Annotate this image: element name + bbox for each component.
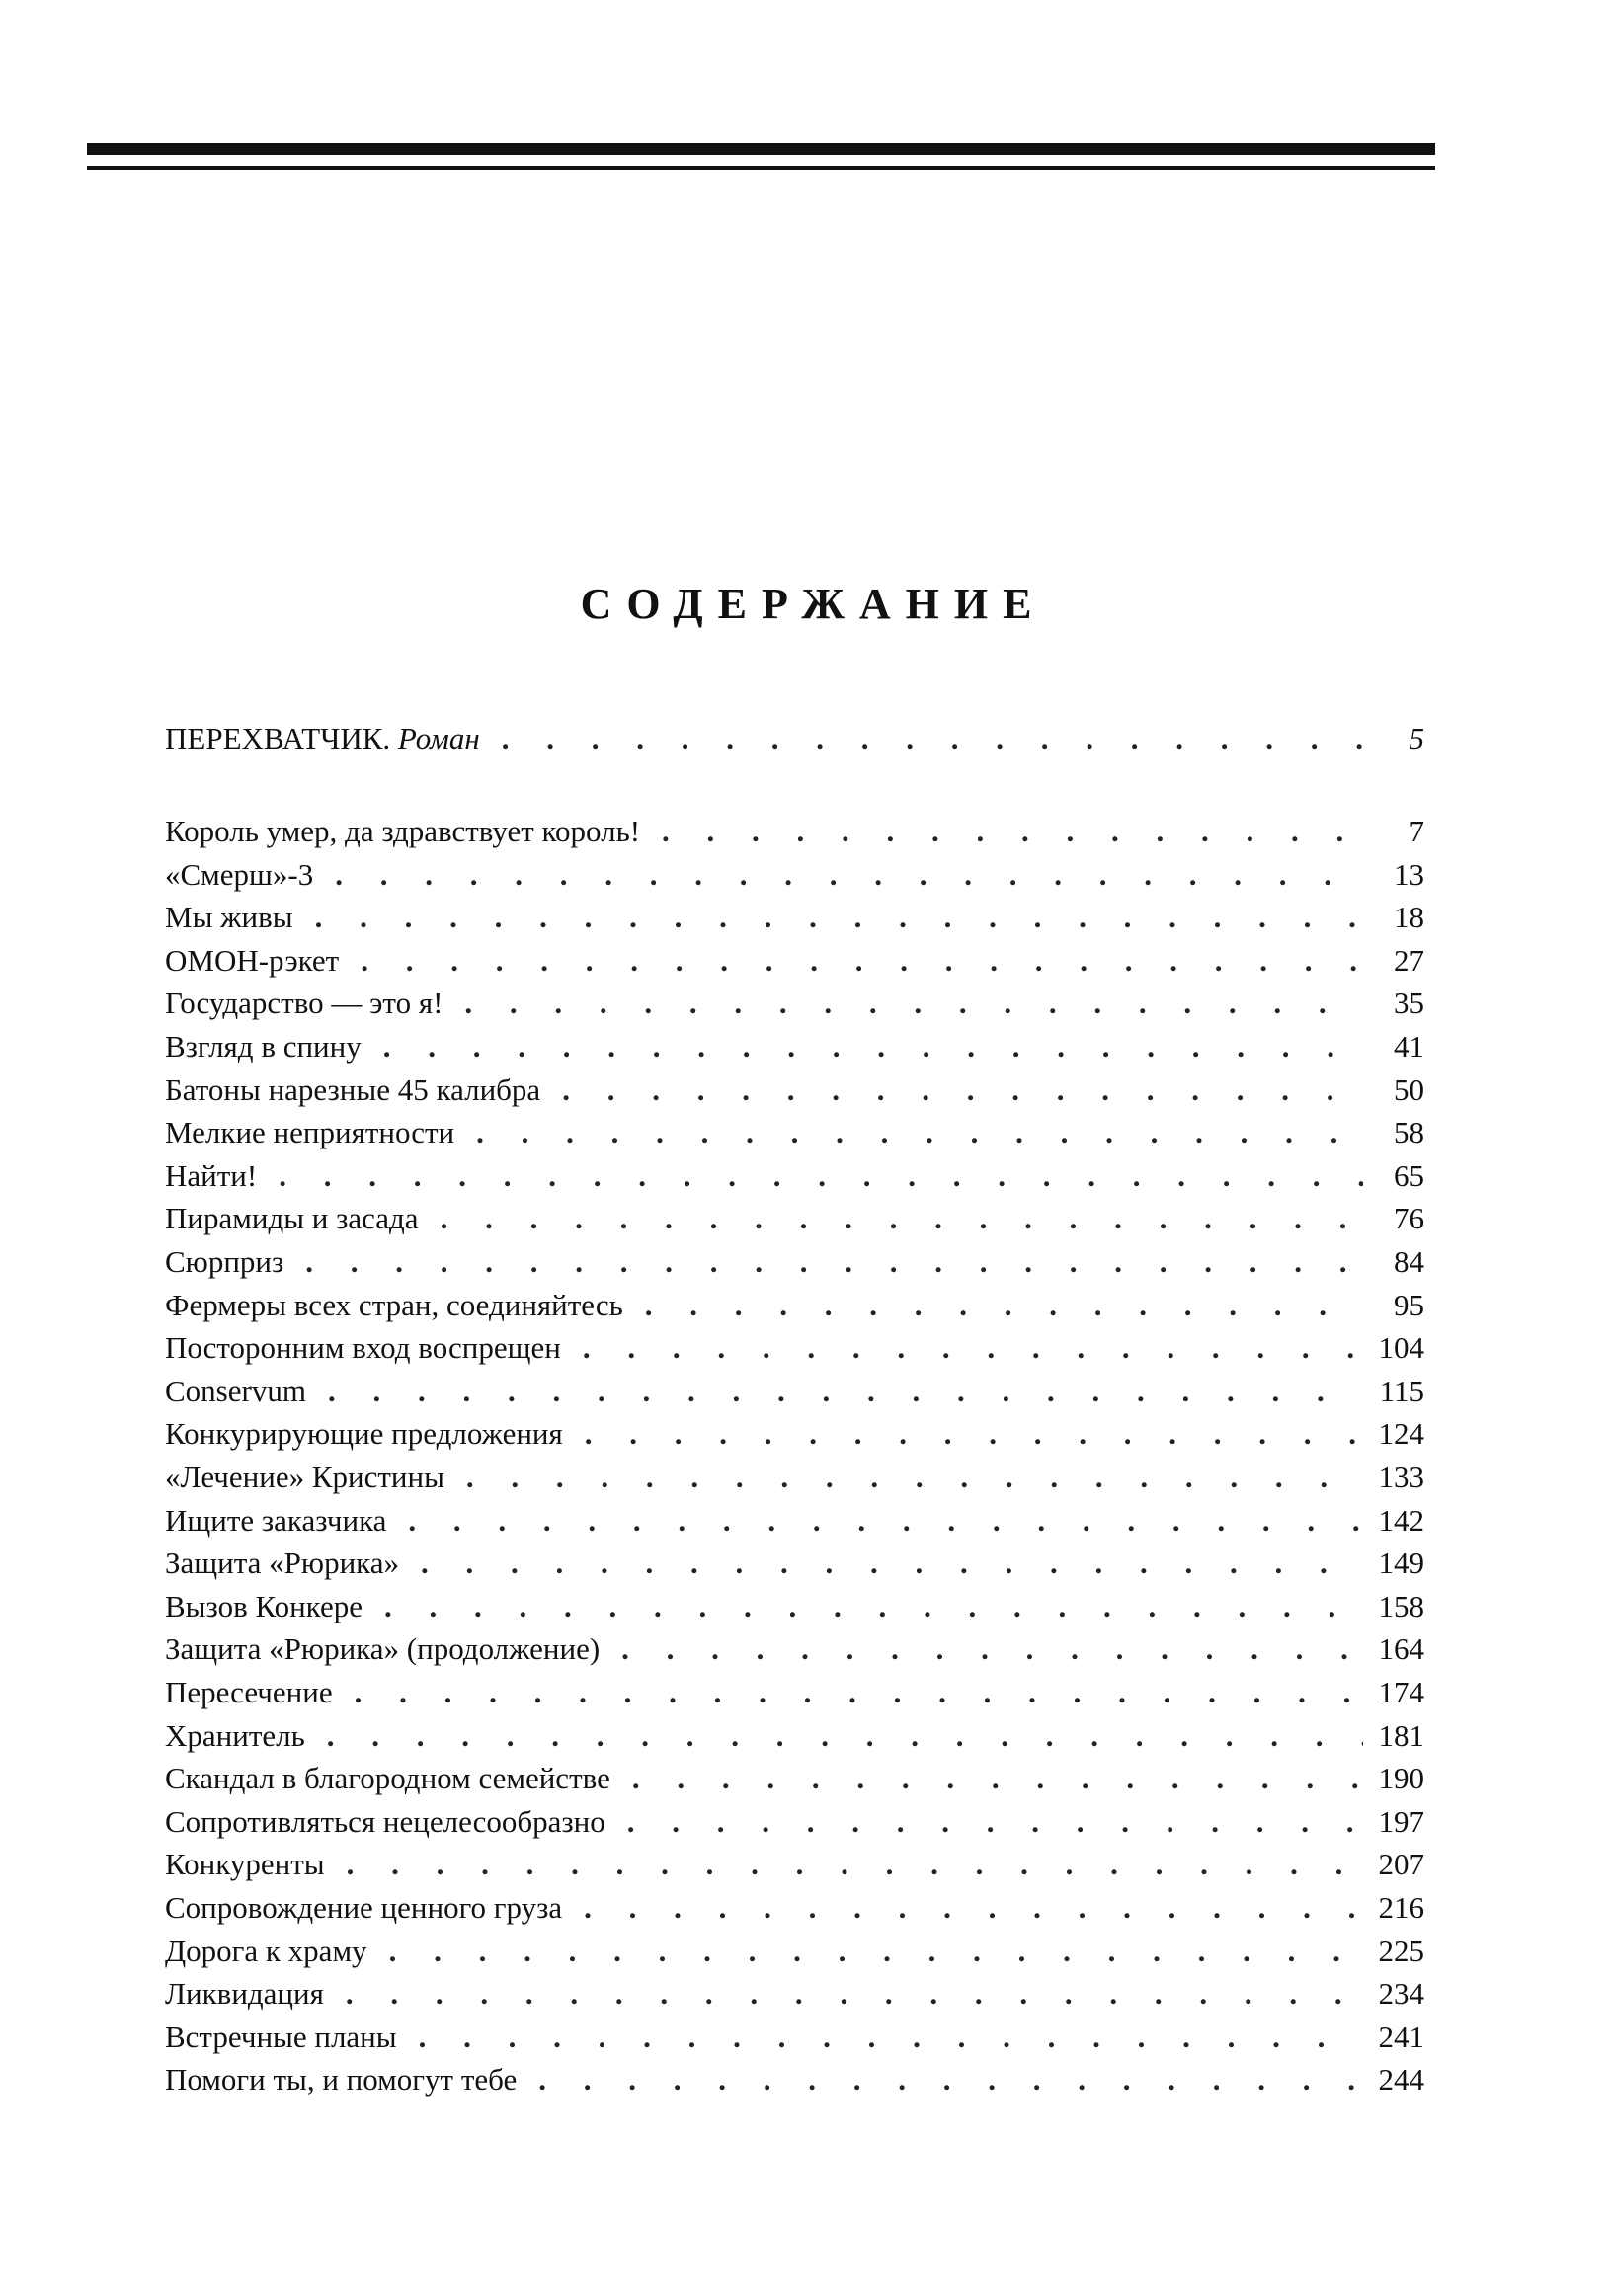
toc-entry-title: Скандал в благородном семействе xyxy=(165,1761,610,1796)
toc-entry xyxy=(165,1412,1424,1456)
dot-leader xyxy=(538,2058,1363,2101)
toc-entry xyxy=(165,1843,1424,1886)
toc-entry-title: Найти! xyxy=(165,1157,258,1193)
dot-leader xyxy=(335,853,1363,897)
toc-entry-title: Встречные планы xyxy=(165,2019,397,2054)
toc-entry-title: Conservum xyxy=(165,1373,306,1408)
toc-page-number: 84 xyxy=(1394,1244,1424,1279)
toc-entry-title: Защита «Рюрика» xyxy=(165,1545,400,1581)
toc-page-number: 142 xyxy=(1378,1502,1424,1538)
toc-page-number: 124 xyxy=(1378,1416,1424,1452)
toc-page-number: 35 xyxy=(1394,986,1424,1021)
toc-part-title xyxy=(165,717,480,760)
toc-entry xyxy=(165,1197,1424,1240)
toc-page-number: 244 xyxy=(1378,2062,1424,2098)
toc-page-number: 50 xyxy=(1394,1071,1424,1107)
dot-leader xyxy=(383,1025,1363,1069)
toc-entry-title: Батоны нарезные 45 калибра xyxy=(165,1071,541,1107)
toc-entry-title: Хранитель xyxy=(165,1717,305,1753)
dot-leader xyxy=(279,1154,1363,1198)
top-rule-thin xyxy=(87,166,1435,170)
toc-entry-title: «Лечение» Кристины xyxy=(165,1460,444,1494)
toc-entry-title: Сопровождение ценного груза xyxy=(165,1890,563,1925)
toc-entry-title: Мы живы xyxy=(165,900,293,935)
part-name: ПЕРЕХВАТЧИК. xyxy=(165,721,391,755)
toc-page-number: 58 xyxy=(1394,1115,1424,1150)
dot-leader xyxy=(384,1585,1363,1628)
toc-entry-title: Защита «Рюрика» (продолжение) xyxy=(165,1631,601,1667)
toc-page-number: 65 xyxy=(1394,1157,1424,1193)
toc-entry xyxy=(165,1757,1424,1800)
toc-entry-title: Ищите заказчика xyxy=(165,1502,387,1538)
toc-entry xyxy=(165,1240,1424,1284)
dot-leader xyxy=(408,1499,1363,1543)
toc-entry-title: Дорога к храму xyxy=(165,1933,367,1968)
toc-page-number: 104 xyxy=(1378,1330,1424,1366)
toc-entry xyxy=(165,1542,1424,1585)
toc-entry xyxy=(165,1111,1424,1154)
dot-leader xyxy=(502,717,1363,760)
toc-entry xyxy=(165,1886,1424,1930)
page-title: СОДЕРЖАНИЕ xyxy=(580,580,1047,628)
toc-entry xyxy=(165,1930,1424,1973)
toc-entry xyxy=(165,2058,1424,2101)
toc-entry xyxy=(165,1671,1424,1714)
dot-leader xyxy=(585,1412,1363,1456)
toc-entry-title: Фермеры всех стран, соединяйтесь xyxy=(165,1287,623,1322)
toc-entry xyxy=(165,1714,1424,1758)
toc-entry-title: Сюрприз xyxy=(165,1244,284,1279)
toc-page-number: 207 xyxy=(1378,1847,1424,1882)
toc-entry xyxy=(165,2016,1424,2059)
toc-part-entry xyxy=(165,717,1424,760)
dot-leader xyxy=(355,1671,1363,1714)
toc-entry xyxy=(165,1370,1424,1413)
top-rule-thick xyxy=(87,143,1435,155)
toc-entry xyxy=(165,1069,1424,1112)
toc-page-number: 13 xyxy=(1394,856,1424,892)
toc-entry-title: Конкурирующие предложения xyxy=(165,1416,563,1452)
toc-entry-title: Вызов Конкере xyxy=(165,1588,363,1623)
toc-page-number: 234 xyxy=(1378,1976,1424,2012)
dot-leader xyxy=(627,1800,1363,1844)
toc-entry-title: Пересечение xyxy=(165,1675,333,1709)
toc-page-number: 158 xyxy=(1378,1588,1424,1623)
dot-leader xyxy=(662,810,1363,853)
dot-leader xyxy=(419,2016,1363,2059)
toc-entry xyxy=(165,1284,1424,1327)
toc-page-number: 149 xyxy=(1378,1545,1424,1581)
dot-leader xyxy=(346,1972,1363,2016)
toc-page-number: 133 xyxy=(1378,1460,1424,1494)
toc-entry-title: ОМОН-рэкет xyxy=(165,942,340,978)
toc-entry xyxy=(165,1627,1424,1671)
toc-entry-title: Государство — это я! xyxy=(165,986,443,1021)
toc-entry-title: «Смерш»-3 xyxy=(165,856,314,892)
dot-leader xyxy=(632,1757,1363,1800)
dot-leader xyxy=(347,1843,1363,1886)
toc-entry xyxy=(165,1800,1424,1844)
dot-leader xyxy=(464,982,1363,1025)
toc-entry-title: Посторонним вход воспрещен xyxy=(165,1330,561,1366)
toc-entry xyxy=(165,1326,1424,1370)
dot-leader xyxy=(583,1326,1363,1370)
dot-leader xyxy=(421,1542,1363,1585)
toc-page-number: 41 xyxy=(1394,1029,1424,1064)
toc-entry-title: Король умер, да здравствует король! xyxy=(165,814,641,848)
dot-leader xyxy=(476,1111,1363,1154)
toc-entry xyxy=(165,810,1424,853)
toc-entry xyxy=(165,1585,1424,1628)
toc-page-number: 197 xyxy=(1378,1803,1424,1839)
toc-entry-title: Сопротивляться нецелесообразно xyxy=(165,1803,605,1839)
toc-page-number: 181 xyxy=(1378,1717,1424,1753)
dot-leader xyxy=(584,1886,1363,1930)
toc-page-number: 174 xyxy=(1378,1675,1424,1709)
toc-entry xyxy=(165,939,1424,983)
toc-page-number: 27 xyxy=(1394,942,1424,978)
toc-entry-title: Мелкие неприятности xyxy=(165,1115,455,1150)
dot-leader xyxy=(621,1627,1363,1671)
dot-leader xyxy=(315,896,1363,939)
toc-entry-title: Ликвидация xyxy=(165,1976,324,2012)
toc-page-number: 5 xyxy=(1409,721,1424,755)
toc-page-number: 7 xyxy=(1409,814,1424,848)
toc-page-number: 241 xyxy=(1378,2019,1424,2054)
toc-page-number: 18 xyxy=(1394,900,1424,935)
dot-leader xyxy=(361,939,1363,983)
toc-page-number: 95 xyxy=(1394,1287,1424,1322)
dot-leader xyxy=(562,1069,1363,1112)
toc-page-number: 115 xyxy=(1379,1373,1424,1408)
dot-leader xyxy=(328,1370,1363,1413)
dot-leader xyxy=(466,1456,1363,1499)
dot-leader xyxy=(389,1930,1363,1973)
part-kind: Роман xyxy=(397,721,480,755)
toc-page-number: 216 xyxy=(1378,1890,1424,1925)
toc-entry-title: Конкуренты xyxy=(165,1847,325,1882)
toc-page-number: 190 xyxy=(1378,1761,1424,1796)
dot-leader xyxy=(327,1714,1363,1758)
toc-entry xyxy=(165,1154,1424,1198)
dot-leader xyxy=(441,1197,1363,1240)
toc-entry-title: Помоги ты, и помогут тебе xyxy=(165,2062,518,2098)
dot-leader xyxy=(645,1284,1363,1327)
toc-entry xyxy=(165,1972,1424,2016)
toc-entry-title: Пирамиды и засада xyxy=(165,1201,419,1236)
toc-entry xyxy=(165,1499,1424,1543)
toc-entry xyxy=(165,853,1424,897)
toc-page-number: 225 xyxy=(1378,1933,1424,1968)
dot-leader xyxy=(305,1240,1363,1284)
toc-entry xyxy=(165,1025,1424,1069)
toc-entry-title: Взгляд в спину xyxy=(165,1029,362,1064)
toc-entry xyxy=(165,982,1424,1025)
toc-page-number: 164 xyxy=(1378,1631,1424,1667)
toc-entry xyxy=(165,1456,1424,1499)
toc-page-number: 76 xyxy=(1394,1201,1424,1236)
toc-entry xyxy=(165,896,1424,939)
